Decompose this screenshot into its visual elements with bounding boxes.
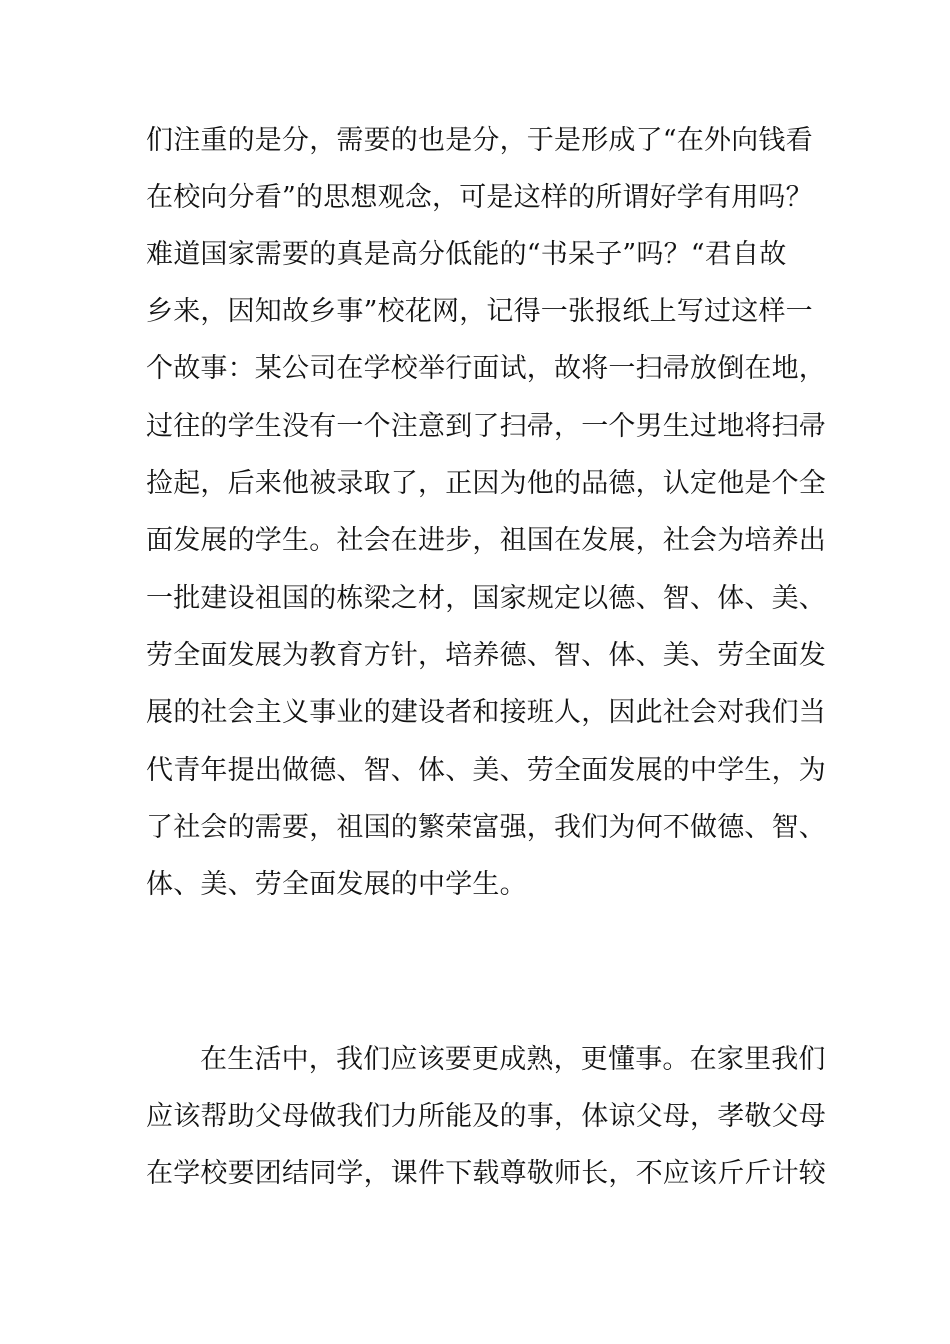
- paragraph-1-line-5: 个故事：某公司在学校举行面试，故将一扫帚放倒在地，: [146, 353, 826, 384]
- paragraph-2-line-3: 在学校要团结同学，课件下载尊敬师长，不应该斤斤计较: [146, 1158, 826, 1189]
- paragraph-1-line-4: 乡来，因知故乡事”校花网，记得一张报纸上写过这样一: [146, 296, 813, 327]
- paragraph-1-line-12: 代青年提出做德、智、体、美、劳全面发展的中学生，为: [146, 755, 826, 786]
- paragraph-1-line-9: 一批建设祖国的栋梁之材，国家规定以德、智、体、美、: [146, 583, 826, 614]
- paragraph-1-line-2: 在校向分看”的思想观念，可是这样的所谓好学有用吗？: [146, 182, 813, 213]
- paragraph-1-line-14: 体、美、劳全面发展的中学生。: [146, 869, 527, 900]
- paragraph-1-line-8: 面发展的学生。社会在进步，祖国在发展，社会为培养出: [146, 525, 826, 556]
- paragraph-1-line-11: 展的社会主义事业的建设者和接班人，因此社会对我们当: [146, 697, 826, 728]
- paragraph-2-line-2: 应该帮助父母做我们力所能及的事，体谅父母，孝敬父母: [146, 1101, 826, 1132]
- paragraph-1-line-6: 过往的学生没有一个注意到了扫帚，一个男生过地将扫帚: [146, 411, 826, 442]
- paragraph-1-line-10: 劳全面发展为教育方针，培养德、智、体、美、劳全面发: [146, 640, 826, 671]
- paragraph-1-line-1: 们注重的是分，需要的也是分，于是形成了“在外向钱看: [146, 125, 813, 156]
- paragraph-1-line-13: 了社会的需要，祖国的繁荣富强，我们为何不做德、智、: [146, 812, 826, 843]
- paragraph-2-line-1: 在生活中，我们应该要更成熟，更懂事。在家里我们: [200, 1044, 826, 1075]
- paragraph-1-line-3: 难道国家需要的真是高分低能的“书呆子”吗？“君自故: [146, 239, 787, 270]
- paragraph-1-line-7: 捡起，后来他被录取了，正因为他的品德，认定他是个全: [146, 468, 826, 499]
